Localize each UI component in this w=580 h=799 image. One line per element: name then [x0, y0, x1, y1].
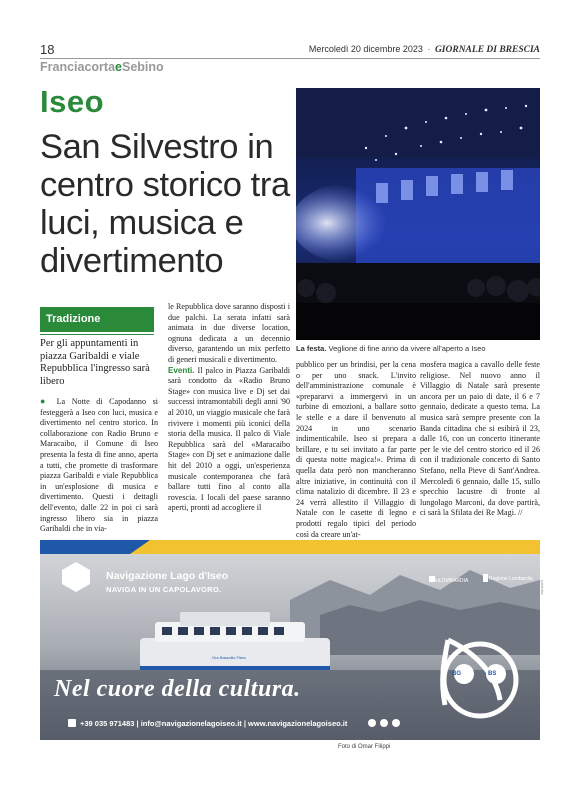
side-credit: publicitas	[540, 580, 544, 595]
issue-date: Mercoledì 20 dicembre 2023	[308, 44, 423, 54]
end-mark: //	[518, 508, 523, 518]
date-line	[309, 44, 540, 55]
article-column-1: ● La Notte di Capodanno si festeggerà a Iseo con luci, musica e divertimento nel centro storico. In collaborazione con Radio Bruno e Maracaibo, il Comune di Iseo presenta la festa di fine anno, aperta a tutti, che promette di trasformare piazza Garibaldi e viale Repubblica in un'esplosione di musica e divertimento. Questi i dettagli dell'evento, dalle 22 in poi ci sarà ingresso libero sia in piazza Garibaldi che in via-	[40, 396, 159, 534]
section-name: FranciacortaeSebino	[40, 60, 164, 74]
tag-rule	[40, 334, 154, 335]
advertisement[interactable]	[40, 540, 540, 740]
badge-bg: BG	[452, 671, 461, 677]
header-rule	[40, 58, 540, 59]
regione-logo: Regione Lombardia	[489, 576, 533, 582]
bullet-icon: ●	[40, 396, 50, 406]
newspaper-name: GIORNALE DI BRESCIA	[434, 45, 540, 55]
photo-caption: La festa. Veglione di fine anno da vivere all'aperto a Iseo	[296, 344, 486, 353]
subhead-eventi: Eventi.	[168, 365, 195, 375]
ad-brand: Navigazione Lago d'Iseo	[106, 570, 229, 582]
ad-slogan: Nel cuore della cultura.	[54, 676, 301, 702]
article-column-3: pubblico per un brindisi, per la cena o per uno snack. L'invito dell'amministrazione comunale è «prepararvi a immergervi in un turbine di emozioni, a ballare sotto le stelle e a dare il benvenuto al 2024 in uno scenario indimenticabile. Iseo si prepara a brillare, e tu sei invitato a far parte di questa notte magica!». Prima di quella data però non mancheranno altre iniziative, in continuità con il clima natalizio di dicembre. Il 23 e 24 verrà allestito il Villaggio di Natale con le casette di legno e prodotti regalo tipici del periodo così da creare un'at-	[296, 360, 416, 539]
boat-name: Ora Bassotto Fiera	[212, 655, 246, 660]
lombardia-logo: inLOMBARDIA	[435, 578, 469, 584]
tag-label: Tradizione	[46, 313, 101, 325]
ad-photo-credit: Foto di Omar Filippi	[338, 744, 391, 750]
badge-bs: BS	[488, 671, 497, 677]
ad-tagline: NAVIGA IN UN CAPOLAVORO.	[106, 585, 222, 594]
article-kicker: Iseo	[40, 84, 105, 119]
article-column-2: le Repubblica dove saranno disposti i due palchi. La serata infatti sarà animata in due diverse location, ognuna dedicata a un decennio diverso, garantendo un mix perfetto di generi musicali e divertimento. Eventi. Il palco in Piazza Garibaldi sarà condotto da «Radio Bruno Stage» con musica live e Dj set dai successi intramontabili degli anni '90 al 2010, un viaggio musicale che farà rivivere i momenti più iconici della storia della musica. Il palco di Viale Repubblica sarà del «Maracaibo Stage» con Dj set e animazione dalle hit del 2010 a oggi, un'esperienza musicale contemporanea che farà ballare tutti fino al conto alla rovescia. I locali del paese saranno aperti, pronti ad accogliere il	[168, 302, 290, 513]
article-summary: Per gli appuntamenti in piazza Garibaldi e viale Repubblica l'ingresso sarà libero	[40, 338, 150, 387]
ad-contact[interactable]: +39 035 971483 | info@navigazionelagoiseo.it | www.navigazionelagoiseo.it	[80, 719, 348, 728]
page-number: 18	[40, 42, 55, 57]
article-headline: San Silvestro in centro storico tra luci, musica e divertimento	[40, 128, 290, 280]
article-column-4: mosfera magica a cavallo delle feste religiose. Nel nuovo anno il Villaggio di Natale sarà presente ancora per un paio di date, il 6 e 7 gennaio, dedicate a questo tema. La musica sarà sempre presente con la Banda cittadina che si esibirà il 23, dalle 16, con un concerto itinerante per le vie del centro storico ed il 26 con il tradizionale concerto di Santo Stefano, nella Pieve di Sant'Andrea. Mercoledì 6 gennaio, dalle 15, sullo specchio lacustre di fronte al lungolago Marconi, da dove partirà, ci sarà la Sfilata dei Re Magi. //	[420, 360, 540, 518]
date-separator: ·	[427, 44, 431, 54]
article-photo	[296, 88, 540, 340]
